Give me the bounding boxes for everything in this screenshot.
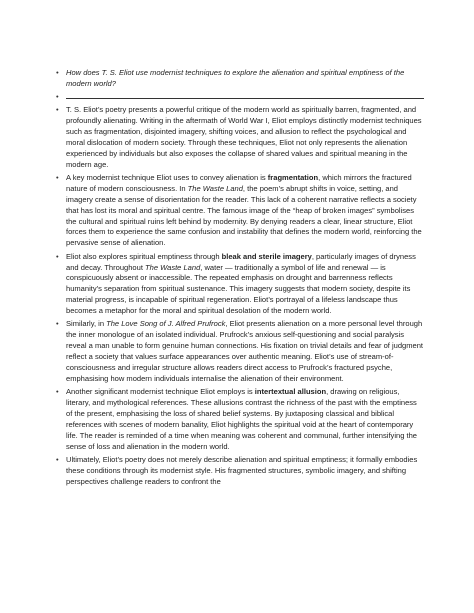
title-the-waste-land: The Waste Land <box>187 183 243 193</box>
fragmentation-paragraph: • A key modernist technique Eliot uses to convey alienation is fragmentation, which mirrors the fractured nature of modern consciousness. In The Waste Land, the poem’s abrupt shifts in voice, setting, and imagery create a sense of disorientation for the reader. This lack of a coherent narrative reflects a society that has lost its moral and spiritual centre. The famous image of the “heap of broken images” symbolises the cultural and spiritual ruins left behind by modernity. By denying readers a clear, linear structure, Eliot forces them to experience the same confusion and instability that defines the modern world, reinforcing the pervasive sense of alienation. <box>66 173 424 250</box>
imagery-paragraph: • Eliot also explores spiritual emptiness through bleak and sterile imagery, particularly images of dryness and decay. Throughout The Waste Land, water — traditionally a symbol of life and renewal — is conspicuously absent or inaccessible. The repeated emphasis on drought and barrenness reflects humanity’s separation from spiritual sustenance. This imagery suggests that modern society, despite its material progress, is incapable of spiritual regeneration. Eliot’s portrayal of a lifeless landscape thus becomes a metaphor for the moral and spiritual desolation of the modern world. <box>66 252 424 318</box>
key-term-intertextual-allusion: intertextual allusion <box>254 387 327 397</box>
bullet-list <box>66 68 424 490</box>
separator-bullet <box>66 92 424 103</box>
key-term-bleak-imagery: bleak and sterile imagery <box>221 251 312 261</box>
prufrock-paragraph: • Similarly, in The Love Song of J. Alfred Prufrock, Eliot presents alienation on a more personal level through the inner monologue of an isolated individual. Prufrock’s anxious self-questioning and social paralysis reveal a man unable to form genuine human connections. His fixation on trivial details and fear of judgment reflect a society that values surface appearances over authentic meaning. Eliot’s use of stream-of-consciousness and irregular structure allows readers direct access to Prufrock’s fractured psyche, emphasising how modern individuals internalise the alienation of their environment. <box>66 319 424 385</box>
conclusion-paragraph: • Ultimately, Eliot’s poetry does not merely describe alienation and spiritual emptiness; it formally embodies these conditions through its modernist style. His fragmented structures, symbolic imagery, and shifting perspectives challenge readers to confront the <box>66 455 424 488</box>
horizontal-rule <box>66 98 424 99</box>
key-term-fragmentation: fragmentation <box>267 172 319 182</box>
title-prufrock: The Love Song of J. Alfred Prufrock <box>106 319 226 329</box>
title-the-waste-land: The Waste Land <box>145 262 201 272</box>
essay-question: • How does T. S. Eliot use modernist techniques to explore the alienation and spiritual emptiness of the modern world? <box>66 68 424 90</box>
allusion-paragraph: • Another significant modernist technique Eliot employs is intertextual allusion, drawing on religious, literary, and mythological references. These allusions contrast the richness of the past with the emptiness of the present, emphasising the loss of shared belief systems. By juxtaposing classical and biblical references with scenes of modern banality, Eliot highlights the spiritual void at the heart of contemporary life. The reader is reminded of a time when meaning was coherent and communal, further intensifying the sense of loss and alienation in the modern world. <box>66 387 424 453</box>
intro-paragraph: • T. S. Eliot’s poetry presents a powerful critique of the modern world as spiritually barren, fragmented, and profoundly alienating. Writing in the aftermath of World War I, Eliot employs distinctly modernist techniques such as fragmentation, disjointed imagery, shifting voices, and allusion to reflect the psychological and moral dislocation of modern society. Through these techniques, Eliot not only represents the alienation experienced by individuals but also exposes the collapse of shared values and spiritual meaning in the modern age. <box>66 105 424 171</box>
